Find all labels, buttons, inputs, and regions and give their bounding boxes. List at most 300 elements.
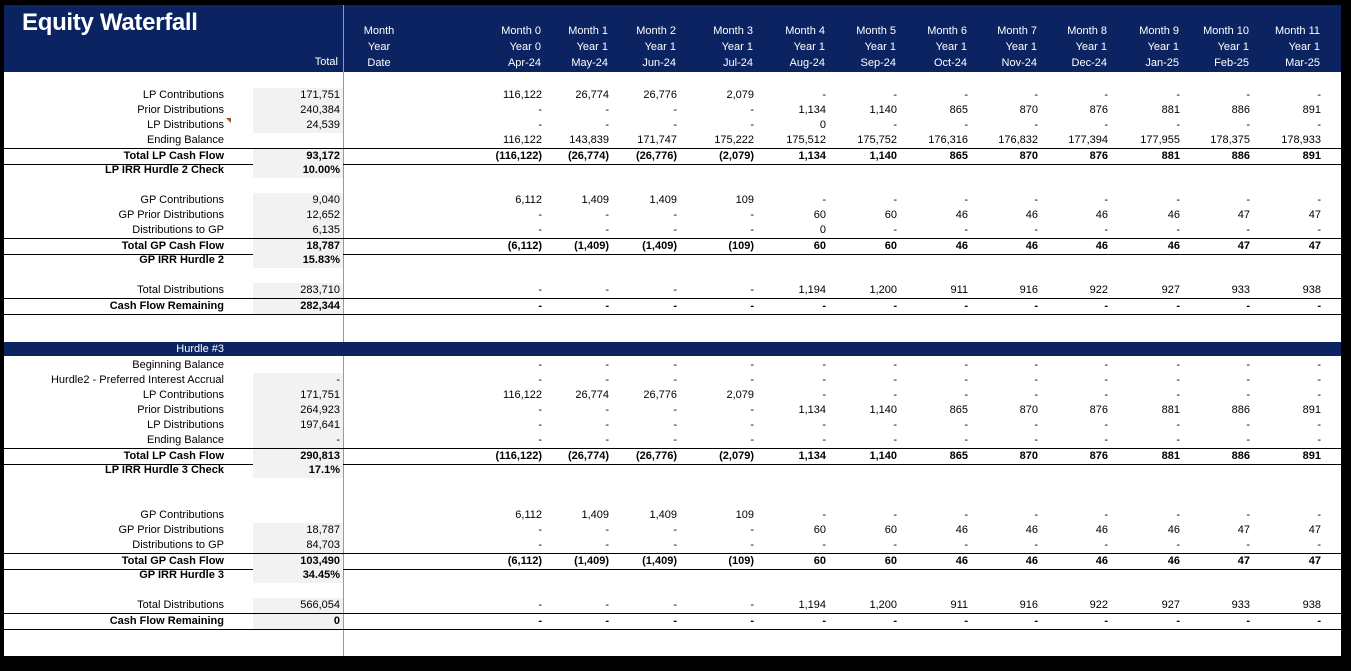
- value-cell[interactable]: 886: [1231, 150, 1250, 162]
- value-cell[interactable]: (26,776): [636, 150, 677, 162]
- value-cell[interactable]: -: [1246, 539, 1250, 551]
- row-label[interactable]: Ending Balance: [146, 134, 224, 146]
- total-cell[interactable]: 282,344: [253, 299, 343, 314]
- value-cell[interactable]: -: [1246, 359, 1250, 371]
- value-cell[interactable]: -: [1034, 374, 1038, 386]
- value-cell[interactable]: -: [1246, 300, 1250, 312]
- value-cell[interactable]: -: [538, 539, 542, 551]
- value-cell[interactable]: -: [1034, 615, 1038, 627]
- value-cell[interactable]: -: [822, 389, 826, 401]
- value-cell[interactable]: 109: [735, 194, 754, 206]
- value-cell[interactable]: -: [893, 509, 897, 521]
- total-cell[interactable]: 103,490: [253, 554, 343, 569]
- value-cell[interactable]: -: [538, 404, 542, 416]
- total-cell[interactable]: 12,652: [253, 208, 343, 223]
- row-label[interactable]: Distributions to GP: [132, 539, 224, 551]
- total-cell[interactable]: 9,040: [253, 193, 343, 208]
- value-cell[interactable]: -: [1034, 194, 1038, 206]
- row-label[interactable]: LP Contributions: [142, 389, 224, 401]
- value-cell[interactable]: 47: [1308, 240, 1321, 252]
- value-cell[interactable]: -: [822, 359, 826, 371]
- value-cell[interactable]: -: [1317, 224, 1321, 236]
- row-label[interactable]: Cash Flow Remaining: [109, 300, 224, 312]
- value-cell[interactable]: -: [964, 539, 968, 551]
- value-cell[interactable]: 1,194: [798, 284, 826, 296]
- value-cell[interactable]: (2,079): [719, 450, 754, 462]
- value-cell[interactable]: (6,112): [507, 555, 542, 567]
- value-cell[interactable]: 922: [1089, 599, 1108, 611]
- value-cell[interactable]: 891: [1302, 450, 1321, 462]
- value-cell[interactable]: -: [750, 419, 754, 431]
- value-cell[interactable]: -: [750, 434, 754, 446]
- column-header[interactable]: [901, 23, 967, 71]
- value-cell[interactable]: 46: [1025, 555, 1038, 567]
- value-cell[interactable]: -: [538, 615, 542, 627]
- total-cell[interactable]: 290,813: [253, 449, 343, 464]
- value-cell[interactable]: -: [822, 615, 826, 627]
- value-cell[interactable]: 927: [1161, 284, 1180, 296]
- value-cell[interactable]: -: [750, 284, 754, 296]
- row-label[interactable]: Prior Distributions: [137, 104, 224, 116]
- value-cell[interactable]: -: [964, 374, 968, 386]
- value-cell[interactable]: 865: [949, 104, 968, 116]
- value-cell[interactable]: -: [1176, 389, 1180, 401]
- value-cell[interactable]: 891: [1302, 104, 1321, 116]
- value-cell[interactable]: 177,955: [1140, 134, 1180, 146]
- value-cell[interactable]: -: [750, 539, 754, 551]
- value-cell[interactable]: -: [538, 224, 542, 236]
- value-cell[interactable]: 177,394: [1068, 134, 1108, 146]
- value-cell[interactable]: 109: [735, 509, 754, 521]
- total-cell[interactable]: 6,135: [253, 223, 343, 238]
- value-cell[interactable]: -: [1317, 374, 1321, 386]
- row-label[interactable]: GP IRR Hurdle 2: [139, 254, 224, 266]
- value-cell[interactable]: 47: [1237, 240, 1250, 252]
- row-label[interactable]: GP Prior Distributions: [118, 524, 224, 536]
- column-header[interactable]: [1113, 23, 1179, 71]
- value-cell[interactable]: 47: [1237, 209, 1250, 221]
- value-cell[interactable]: -: [893, 224, 897, 236]
- total-cell[interactable]: 24,539: [253, 118, 343, 133]
- value-cell[interactable]: 933: [1231, 284, 1250, 296]
- value-cell[interactable]: -: [1104, 615, 1108, 627]
- value-cell[interactable]: 60: [884, 240, 897, 252]
- value-cell[interactable]: -: [1176, 419, 1180, 431]
- value-cell[interactable]: 865: [949, 150, 968, 162]
- value-cell[interactable]: -: [750, 209, 754, 221]
- value-cell[interactable]: 116,122: [503, 89, 542, 101]
- total-cell[interactable]: 240,384: [253, 103, 343, 118]
- value-cell[interactable]: -: [822, 539, 826, 551]
- value-cell[interactable]: 876: [1089, 404, 1108, 416]
- value-cell[interactable]: -: [750, 359, 754, 371]
- value-cell[interactable]: 47: [1237, 555, 1250, 567]
- value-cell[interactable]: -: [1317, 300, 1321, 312]
- value-cell[interactable]: -: [1104, 224, 1108, 236]
- value-cell[interactable]: -: [1176, 119, 1180, 131]
- value-cell[interactable]: 1,200: [869, 599, 897, 611]
- value-cell[interactable]: -: [750, 374, 754, 386]
- value-cell[interactable]: -: [1246, 194, 1250, 206]
- value-cell[interactable]: -: [673, 104, 677, 116]
- value-cell[interactable]: (26,774): [568, 150, 609, 162]
- value-cell[interactable]: -: [673, 359, 677, 371]
- value-cell[interactable]: -: [1246, 389, 1250, 401]
- value-cell[interactable]: -: [673, 404, 677, 416]
- value-cell[interactable]: -: [893, 119, 897, 131]
- row-label[interactable]: GP Prior Distributions: [118, 209, 224, 221]
- value-cell[interactable]: -: [1104, 539, 1108, 551]
- value-cell[interactable]: -: [1034, 389, 1038, 401]
- value-cell[interactable]: 47: [1308, 555, 1321, 567]
- column-header[interactable]: [610, 23, 676, 71]
- value-cell[interactable]: -: [538, 104, 542, 116]
- value-cell[interactable]: -: [1317, 194, 1321, 206]
- value-cell[interactable]: 46: [1167, 240, 1180, 252]
- value-cell[interactable]: 1,140: [869, 450, 897, 462]
- value-cell[interactable]: -: [538, 434, 542, 446]
- value-cell[interactable]: -: [750, 524, 754, 536]
- row-label[interactable]: LP Distributions: [147, 419, 224, 431]
- value-cell[interactable]: 176,316: [928, 134, 968, 146]
- value-cell[interactable]: -: [673, 300, 677, 312]
- value-cell[interactable]: -: [1317, 434, 1321, 446]
- value-cell[interactable]: 870: [1019, 450, 1038, 462]
- total-cell[interactable]: 0: [253, 614, 343, 629]
- value-cell[interactable]: 171,747: [637, 134, 677, 146]
- value-cell[interactable]: -: [964, 509, 968, 521]
- value-cell[interactable]: -: [1246, 89, 1250, 101]
- value-cell[interactable]: -: [1034, 89, 1038, 101]
- value-cell[interactable]: -: [605, 284, 609, 296]
- row-label[interactable]: GP Contributions: [140, 194, 224, 206]
- value-cell[interactable]: 891: [1302, 404, 1321, 416]
- row-label[interactable]: LP Distributions: [147, 119, 224, 131]
- value-cell[interactable]: -: [1034, 119, 1038, 131]
- value-cell[interactable]: 876: [1089, 450, 1108, 462]
- value-cell[interactable]: -: [673, 374, 677, 386]
- value-cell[interactable]: -: [673, 224, 677, 236]
- value-cell[interactable]: -: [1176, 374, 1180, 386]
- value-cell[interactable]: -: [1034, 224, 1038, 236]
- column-header[interactable]: [759, 23, 825, 71]
- value-cell[interactable]: -: [673, 284, 677, 296]
- value-cell[interactable]: -: [605, 359, 609, 371]
- value-cell[interactable]: -: [1104, 194, 1108, 206]
- value-cell[interactable]: 870: [1019, 404, 1038, 416]
- value-cell[interactable]: 175,222: [714, 134, 754, 146]
- value-cell[interactable]: -: [538, 119, 542, 131]
- value-cell[interactable]: -: [1034, 539, 1038, 551]
- value-cell[interactable]: 6,112: [515, 194, 542, 206]
- value-cell[interactable]: (1,409): [574, 240, 609, 252]
- value-cell[interactable]: 46: [1025, 209, 1038, 221]
- value-cell[interactable]: -: [673, 599, 677, 611]
- value-cell[interactable]: -: [750, 119, 754, 131]
- value-cell[interactable]: 60: [813, 240, 826, 252]
- total-cell[interactable]: 197,641: [253, 418, 343, 433]
- value-cell[interactable]: -: [673, 434, 677, 446]
- value-cell[interactable]: 881: [1161, 450, 1180, 462]
- value-cell[interactable]: 1,409: [581, 194, 609, 206]
- value-cell[interactable]: -: [1104, 509, 1108, 521]
- value-cell[interactable]: -: [750, 615, 754, 627]
- value-cell[interactable]: (109): [728, 555, 754, 567]
- value-cell[interactable]: -: [1317, 509, 1321, 521]
- value-cell[interactable]: -: [605, 300, 609, 312]
- value-cell[interactable]: 178,933: [1281, 134, 1321, 146]
- value-cell[interactable]: 143,839: [569, 134, 609, 146]
- value-cell[interactable]: 46: [1095, 240, 1108, 252]
- value-cell[interactable]: -: [1176, 300, 1180, 312]
- row-label[interactable]: Distributions to GP: [132, 224, 224, 236]
- value-cell[interactable]: 881: [1161, 150, 1180, 162]
- value-cell[interactable]: 1,409: [649, 194, 677, 206]
- column-header[interactable]: [1254, 23, 1320, 71]
- value-cell[interactable]: 46: [1167, 524, 1180, 536]
- total-cell[interactable]: 10.00%: [253, 163, 343, 178]
- value-cell[interactable]: -: [1104, 119, 1108, 131]
- value-cell[interactable]: 870: [1019, 150, 1038, 162]
- total-cell[interactable]: 17.1%: [253, 463, 343, 478]
- value-cell[interactable]: 46: [955, 209, 968, 221]
- column-header[interactable]: [830, 23, 896, 71]
- column-header[interactable]: [542, 23, 608, 71]
- value-cell[interactable]: -: [1317, 389, 1321, 401]
- total-cell[interactable]: 34.45%: [253, 568, 343, 583]
- value-cell[interactable]: -: [893, 359, 897, 371]
- value-cell[interactable]: 46: [955, 240, 968, 252]
- value-cell[interactable]: -: [750, 300, 754, 312]
- value-cell[interactable]: -: [1176, 434, 1180, 446]
- value-cell[interactable]: 0: [819, 224, 826, 236]
- total-column-header[interactable]: Total: [314, 56, 338, 68]
- value-cell[interactable]: -: [673, 524, 677, 536]
- value-cell[interactable]: -: [673, 419, 677, 431]
- value-cell[interactable]: -: [538, 300, 542, 312]
- value-cell[interactable]: -: [964, 359, 968, 371]
- value-cell[interactable]: -: [893, 194, 897, 206]
- value-cell[interactable]: 916: [1019, 284, 1038, 296]
- value-cell[interactable]: (116,122): [495, 150, 542, 162]
- row-label[interactable]: GP Contributions: [140, 509, 224, 521]
- value-cell[interactable]: -: [1104, 389, 1108, 401]
- value-cell[interactable]: 886: [1231, 104, 1250, 116]
- value-cell[interactable]: -: [605, 434, 609, 446]
- value-cell[interactable]: -: [605, 374, 609, 386]
- value-cell[interactable]: 865: [949, 450, 968, 462]
- value-cell[interactable]: -: [822, 194, 826, 206]
- value-cell[interactable]: 1,200: [869, 284, 897, 296]
- value-cell[interactable]: 46: [1095, 555, 1108, 567]
- value-cell[interactable]: 6,112: [515, 509, 542, 521]
- value-cell[interactable]: -: [605, 615, 609, 627]
- value-cell[interactable]: -: [1246, 509, 1250, 521]
- total-cell[interactable]: 264,923: [253, 403, 343, 418]
- row-label[interactable]: Cash Flow Remaining: [109, 615, 224, 627]
- value-cell[interactable]: -: [964, 89, 968, 101]
- value-cell[interactable]: -: [605, 404, 609, 416]
- value-cell[interactable]: -: [673, 209, 677, 221]
- value-cell[interactable]: (1,409): [642, 555, 677, 567]
- value-cell[interactable]: -: [538, 374, 542, 386]
- row-label[interactable]: Beginning Balance: [132, 359, 224, 371]
- value-cell[interactable]: 60: [884, 524, 897, 536]
- value-cell[interactable]: -: [1317, 119, 1321, 131]
- value-cell[interactable]: -: [893, 89, 897, 101]
- value-cell[interactable]: -: [1246, 224, 1250, 236]
- value-cell[interactable]: 1,140: [869, 150, 897, 162]
- value-cell[interactable]: -: [605, 539, 609, 551]
- value-cell[interactable]: 178,375: [1210, 134, 1250, 146]
- value-cell[interactable]: 881: [1161, 404, 1180, 416]
- value-cell[interactable]: -: [673, 615, 677, 627]
- row-label[interactable]: GP IRR Hurdle 3: [139, 569, 224, 581]
- value-cell[interactable]: -: [1034, 300, 1038, 312]
- value-cell[interactable]: (109): [728, 240, 754, 252]
- value-cell[interactable]: 176,832: [998, 134, 1038, 146]
- value-cell[interactable]: -: [822, 509, 826, 521]
- value-cell[interactable]: -: [1246, 119, 1250, 131]
- value-cell[interactable]: (6,112): [507, 240, 542, 252]
- value-cell[interactable]: -: [1034, 434, 1038, 446]
- row-label[interactable]: Total GP Cash Flow: [121, 555, 224, 567]
- column-header[interactable]: [475, 23, 541, 71]
- value-cell[interactable]: (2,079): [719, 150, 754, 162]
- value-cell[interactable]: -: [1317, 539, 1321, 551]
- value-cell[interactable]: 1,140: [869, 404, 897, 416]
- value-cell[interactable]: 1,409: [581, 509, 609, 521]
- value-cell[interactable]: -: [1246, 615, 1250, 627]
- value-cell[interactable]: -: [1176, 509, 1180, 521]
- value-cell[interactable]: (1,409): [642, 240, 677, 252]
- value-cell[interactable]: 26,774: [575, 389, 609, 401]
- value-cell[interactable]: 1,409: [649, 509, 677, 521]
- value-cell[interactable]: -: [893, 615, 897, 627]
- row-label[interactable]: LP Contributions: [142, 89, 224, 101]
- total-cell[interactable]: 18,787: [253, 523, 343, 538]
- value-cell[interactable]: -: [964, 194, 968, 206]
- value-cell[interactable]: 911: [950, 599, 968, 611]
- value-cell[interactable]: -: [822, 374, 826, 386]
- value-cell[interactable]: -: [1317, 359, 1321, 371]
- value-cell[interactable]: -: [538, 284, 542, 296]
- value-cell[interactable]: 47: [1308, 209, 1321, 221]
- value-cell[interactable]: 46: [955, 555, 968, 567]
- value-cell[interactable]: -: [822, 89, 826, 101]
- value-cell[interactable]: 26,776: [643, 389, 677, 401]
- value-cell[interactable]: -: [964, 119, 968, 131]
- value-cell[interactable]: -: [750, 404, 754, 416]
- value-cell[interactable]: -: [750, 224, 754, 236]
- column-header[interactable]: [1041, 23, 1107, 71]
- value-cell[interactable]: 46: [955, 524, 968, 536]
- value-cell[interactable]: -: [964, 300, 968, 312]
- row-label[interactable]: Hurdle2 - Preferred Interest Accrual: [50, 374, 224, 386]
- value-cell[interactable]: 1,134: [798, 450, 826, 462]
- row-label[interactable]: LP IRR Hurdle 2 Check: [105, 164, 224, 176]
- value-cell[interactable]: -: [964, 615, 968, 627]
- column-header[interactable]: [1183, 23, 1249, 71]
- value-cell[interactable]: -: [964, 389, 968, 401]
- value-cell[interactable]: -: [605, 104, 609, 116]
- value-cell[interactable]: 175,512: [786, 134, 826, 146]
- total-cell[interactable]: 566,054: [253, 598, 343, 613]
- value-cell[interactable]: 865: [949, 404, 968, 416]
- total-cell[interactable]: -: [253, 373, 343, 388]
- value-cell[interactable]: -: [1246, 374, 1250, 386]
- value-cell[interactable]: 1,134: [798, 404, 826, 416]
- value-cell[interactable]: 876: [1089, 104, 1108, 116]
- value-cell[interactable]: -: [605, 224, 609, 236]
- value-cell[interactable]: -: [893, 539, 897, 551]
- value-cell[interactable]: -: [1104, 434, 1108, 446]
- value-cell[interactable]: 938: [1302, 284, 1321, 296]
- value-cell[interactable]: 2,079: [726, 89, 754, 101]
- column-header[interactable]: [687, 23, 753, 71]
- value-cell[interactable]: -: [822, 434, 826, 446]
- value-cell[interactable]: -: [673, 539, 677, 551]
- value-cell[interactable]: 60: [813, 209, 826, 221]
- value-cell[interactable]: -: [822, 419, 826, 431]
- value-cell[interactable]: -: [1176, 224, 1180, 236]
- value-cell[interactable]: 47: [1237, 524, 1250, 536]
- value-cell[interactable]: -: [538, 599, 542, 611]
- value-cell[interactable]: 60: [813, 555, 826, 567]
- value-cell[interactable]: -: [538, 209, 542, 221]
- value-cell[interactable]: 2,079: [726, 389, 754, 401]
- value-cell[interactable]: 46: [1167, 209, 1180, 221]
- value-cell[interactable]: 116,122: [503, 389, 542, 401]
- total-cell[interactable]: -: [253, 433, 343, 448]
- value-cell[interactable]: -: [750, 104, 754, 116]
- value-cell[interactable]: 46: [1025, 524, 1038, 536]
- value-cell[interactable]: 881: [1161, 104, 1180, 116]
- row-label[interactable]: Total Distributions: [137, 284, 224, 296]
- value-cell[interactable]: -: [893, 389, 897, 401]
- value-cell[interactable]: 116,122: [503, 134, 542, 146]
- value-cell[interactable]: 1,194: [798, 599, 826, 611]
- value-cell[interactable]: -: [1034, 359, 1038, 371]
- value-cell[interactable]: 60: [884, 555, 897, 567]
- value-cell[interactable]: -: [964, 224, 968, 236]
- value-cell[interactable]: 911: [950, 284, 968, 296]
- value-cell[interactable]: -: [1176, 194, 1180, 206]
- value-cell[interactable]: 886: [1231, 404, 1250, 416]
- value-cell[interactable]: -: [964, 434, 968, 446]
- row-label[interactable]: LP IRR Hurdle 3 Check: [105, 464, 224, 476]
- column-header[interactable]: [971, 23, 1037, 71]
- value-cell[interactable]: 60: [813, 524, 826, 536]
- value-cell[interactable]: 175,752: [857, 134, 897, 146]
- value-cell[interactable]: -: [1317, 615, 1321, 627]
- total-cell[interactable]: 18,787: [253, 239, 343, 254]
- value-cell[interactable]: -: [964, 419, 968, 431]
- value-cell[interactable]: -: [605, 209, 609, 221]
- value-cell[interactable]: 922: [1089, 284, 1108, 296]
- value-cell[interactable]: 26,774: [575, 89, 609, 101]
- value-cell[interactable]: -: [538, 419, 542, 431]
- value-cell[interactable]: -: [1104, 374, 1108, 386]
- value-cell[interactable]: 1,140: [869, 104, 897, 116]
- row-label[interactable]: Total LP Cash Flow: [123, 150, 224, 162]
- value-cell[interactable]: -: [1034, 509, 1038, 521]
- value-cell[interactable]: -: [893, 374, 897, 386]
- total-cell[interactable]: 171,751: [253, 88, 343, 103]
- row-label[interactable]: Prior Distributions: [137, 404, 224, 416]
- value-cell[interactable]: -: [893, 419, 897, 431]
- value-cell[interactable]: (26,774): [568, 450, 609, 462]
